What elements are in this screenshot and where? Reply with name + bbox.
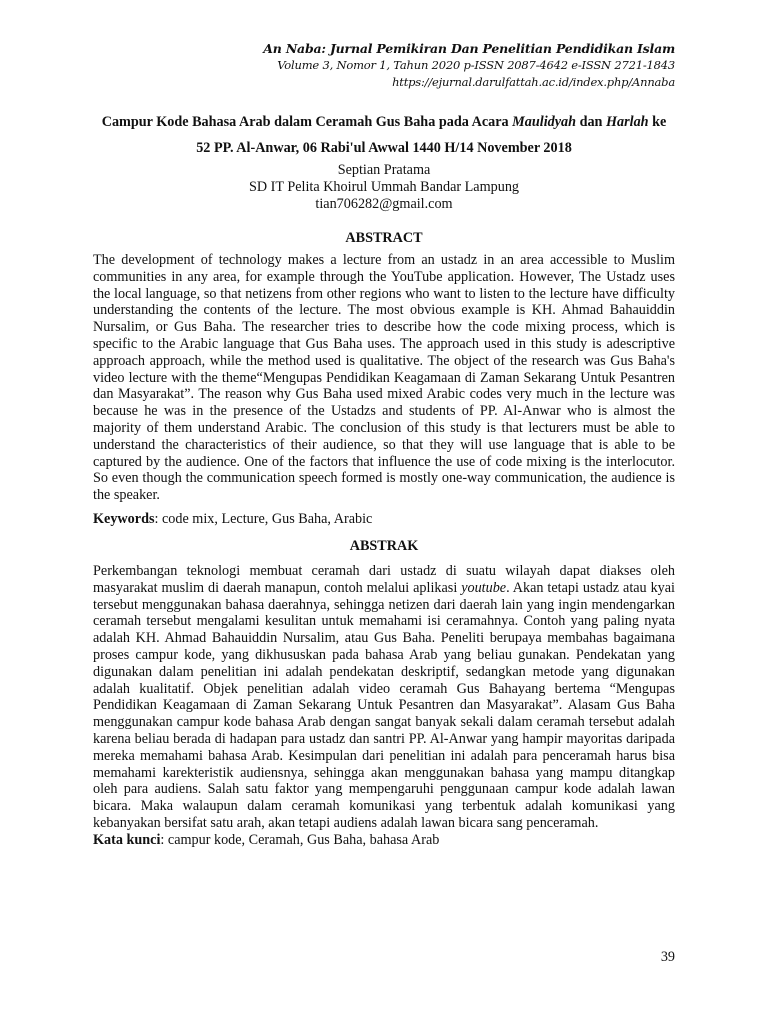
journal-volume: Volume 3, Nomor 1, Tahun 2020 p-ISSN 2087-4642 e-ISSN 2721-1843 (277, 58, 675, 72)
paper-page (93, 40, 675, 849)
keywords-label: Keywords (93, 510, 155, 527)
abstrak-heading: ABSTRAK (349, 537, 419, 554)
abstrak-text-part-2: . Akan tetapi ustadz atau kyai tersebut menggunakan bahasa daerahnya, sehingga netizen dari daerah lain yang ingin mendengarkan ceramah tersebut mengalami kesulitan untuk memahami isi ceramahnya. Contoh yang paling nyata adalah KH. Ahmad Bahauiddin Nursalim, atau Gus Baha. Peneliti berupaya membahas bagaimana proses campur kode, yang dikhususkan pada bahasa Arab yang beliau gunakan. Pendekatan yang digunakan dalam penelitian ini adalah pendekatan deskriptif, sedangkan metode yang digunakan adalah kualitatif. Objek penelitian adalah video ceramah Gus Bahayang bertema “Mengupas Pendidikan Keagamaan di Zaman Sekarang Untuk Pesantren dan Masyarakat”. Alasam Gus Baha menggunakan campur kode bahasa Arab dengan sangat banyak sekali dalam ceramah tersebut adalah karena beliau berada di hadapan para ustadz dan santri PP. Al-Anwar yang hampir mayoritas daripada mereka memahami bahasa Arab. Kesimpulan dari penelitian ini adalah para penceramah harus bisa memahami karekteristik audiensnya, sehingga akan menggunakan bahasa yang mampu ditangkap oleh para audiens. Salah satu faktor yang mempengaruhi penggunaan campur kode adalah lawan bicara. Maka walaupun dalam ceramah komunikasi yang terbentuk adalah komunikasi yang kebanyakan bersifat satu arah, akan tetapi audiens adalah lawan bicara sang penceramah. (93, 579, 675, 831)
kata-kunci-line (93, 832, 675, 849)
title-italic-maulidyah: Maulidyah (512, 114, 577, 130)
author-email: tian706282@gmail.com (315, 196, 453, 212)
title-part-3: ke 52 PP. Al-Anwar, 06 Rabi'ul Awwal 1440 H/14 November 2018 (196, 114, 667, 156)
kata-kunci-label: Kata kunci (93, 831, 161, 848)
abstrak-text-part-1: Perkembangan teknologi membuat ceramah dari ustadz di suatu wilayah dapat diakses oleh masyarakat muslim di daerah manapun, contoh melalui aplikasi (93, 562, 675, 596)
abstract-heading: ABSTRACT (345, 230, 423, 246)
abstract-text: The development of technology makes a lecture from an ustadz in an area accessible to Muslim communities in any area, for example through the YouTube application. However, The Ustadz uses the local language, so that netizens from other regions who want to listen to the lecture have difficulty understanding the contents of the lecture. The most obvious example is KH. Ahmad Bahauiddin Nursalim, or Gus Baha. The researcher tries to describe how the code mixing process, which is specific to the Arabic language that Gus Baha uses. The approach used in this study is adescriptive approach approach, while the method used is qualitative. The object of the research was Gus Baha's video lecture with the theme“Mengupas Pendidikan Keagamaan di Zaman Sekarang Untuk Pesantren dan Masyarakat”. The reason why Gus Baha used mixed Arabic codes very much in the lecture was because he was in the presence of the Ustadzs and students of PP. Al-Anwar who is almost the majority of them understand Arabic. The conclusion of this study is that lecturers must be able to understand the characteristics of their audience, so that they will use language that is able to be captured by the audience. One of the factors that influence the use of code mixing is the interlocutor. So even though the communication speech formed is mostly one-way communication, the audience is the speaker. (93, 252, 675, 504)
journal-name: An Naba: Jurnal Pemikiran Dan Penelitian Pendidikan Islam (263, 41, 675, 56)
keywords-line (93, 511, 675, 528)
page-number: 39 (660, 949, 675, 965)
journal-url: https://ejurnal.darulfattah.ac.id/index.php/Annaba (392, 75, 675, 89)
kata-kunci-values: : campur kode, Ceramah, Gus Baha, bahasa Arab (160, 831, 440, 848)
author-name: Septian Pratama (337, 162, 431, 178)
author-block (93, 162, 675, 213)
author-affiliation: SD IT Pelita Khoirul Ummah Bandar Lampung (248, 179, 520, 195)
abstrak-text-italic: youtube (461, 579, 507, 596)
paper-title (93, 109, 675, 161)
journal-header (93, 40, 675, 91)
title-italic-harlah: Harlah (605, 114, 649, 130)
abstrak-text (93, 563, 675, 832)
title-part-2: dan (576, 114, 606, 130)
title-part-1: Campur Kode Bahasa Arab dalam Ceramah Gus Baha pada Acara (101, 114, 513, 130)
keywords-values: : code mix, Lecture, Gus Baha, Arabic (154, 510, 373, 527)
